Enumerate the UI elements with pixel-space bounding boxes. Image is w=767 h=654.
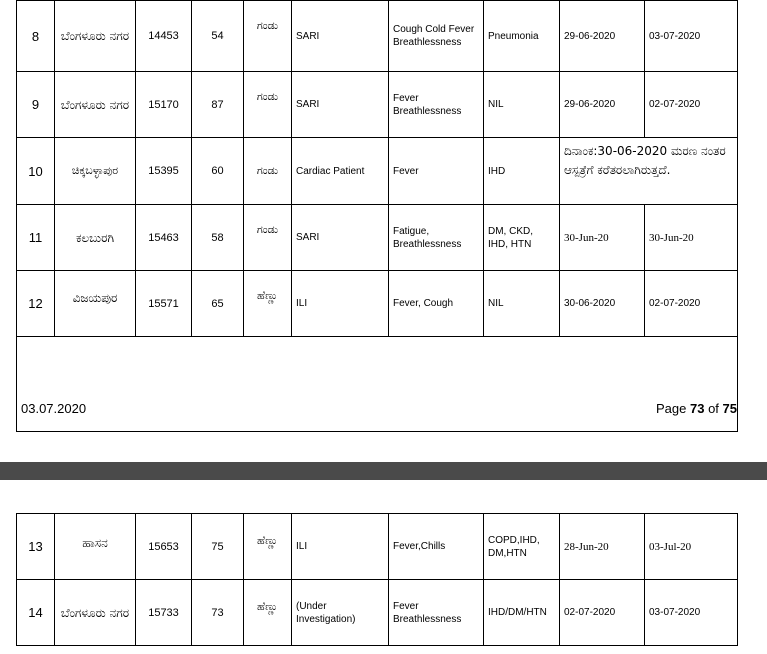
admission-date: 29-06-2020	[560, 72, 645, 138]
sex: ಗಂಡು	[244, 138, 292, 205]
comorbidities: IHD	[484, 138, 560, 205]
table-row	[17, 1, 738, 72]
page-separator	[0, 462, 767, 480]
admission-date: 30-06-2020	[560, 271, 645, 337]
serial-number: 10	[17, 138, 55, 205]
table-row	[17, 72, 738, 138]
comorbidities: COPD,IHD, DM,HTN	[484, 514, 560, 580]
symptoms: Fever Breathlessness	[389, 580, 484, 646]
district: ವಿಜಯಪುರ	[55, 271, 136, 337]
symptoms: Fever, Cough	[389, 271, 484, 337]
sex: ಗಂಡು	[244, 1, 292, 72]
patient-id: 14453	[136, 1, 192, 72]
age: 87	[192, 72, 244, 138]
serial-number: 13	[17, 514, 55, 580]
district: ಚಿಕ್ಕಬಳ್ಳಾಪುರ	[55, 138, 136, 205]
ili-sari: (Under Investigation)	[292, 580, 389, 646]
table-row	[17, 514, 738, 580]
symptoms: Fever,Chills	[389, 514, 484, 580]
comorbidities: NIL	[484, 271, 560, 337]
document-page-74	[0, 480, 767, 654]
symptoms: Fever Breathlessness	[389, 72, 484, 138]
admission-date: 02-07-2020	[560, 580, 645, 646]
cases-table	[16, 0, 738, 432]
death-date: 02-07-2020	[645, 271, 738, 337]
comorbidities: DM, CKD, IHD, HTN	[484, 205, 560, 271]
patient-id: 15571	[136, 271, 192, 337]
serial-number: 8	[17, 1, 55, 72]
serial-number: 12	[17, 271, 55, 337]
death-date: 03-07-2020	[645, 1, 738, 72]
table-row	[17, 580, 738, 646]
age: 58	[192, 205, 244, 271]
footer-date: 03.07.2020	[21, 401, 87, 416]
serial-number: 11	[17, 205, 55, 271]
page-of-label: of	[708, 401, 719, 416]
admission-date: 29-06-2020	[560, 1, 645, 72]
comorbidities: IHD/DM/HTN	[484, 580, 560, 646]
cases-table	[16, 513, 738, 646]
district: ಬೆಂಗಳೂರು ನಗರ	[55, 72, 136, 138]
footer-row	[17, 337, 738, 432]
page-total: 75	[722, 401, 737, 416]
district: ಕಲಬುರಗಿ	[55, 205, 136, 271]
sex: ಗಂಡು	[244, 205, 292, 271]
age: 75	[192, 514, 244, 580]
patient-id: 15395	[136, 138, 192, 205]
sex: ಹೆಣ್ಣು	[244, 271, 292, 337]
death-date: 30-Jun-20	[645, 205, 738, 271]
sex: ಹೆಣ್ಣು	[244, 514, 292, 580]
death-date: 03-Jul-20	[645, 514, 738, 580]
district: ಬೆಂಗಳೂರು ನಗರ	[55, 1, 136, 72]
patient-id: 15463	[136, 205, 192, 271]
admission-date: 30-Jun-20	[560, 205, 645, 271]
symptoms: Fatigue, Breathlessness	[389, 205, 484, 271]
ili-sari: SARI	[292, 1, 389, 72]
comorbidities: NIL	[484, 72, 560, 138]
patient-id: 15733	[136, 580, 192, 646]
ili-sari: ILI	[292, 271, 389, 337]
ili-sari: SARI	[292, 72, 389, 138]
age: 73	[192, 580, 244, 646]
table-row	[17, 205, 738, 271]
age: 60	[192, 138, 244, 205]
patient-id: 15170	[136, 72, 192, 138]
sex: ಹೆಣ್ಣು	[244, 580, 292, 646]
ili-sari: Cardiac Patient	[292, 138, 389, 205]
symptoms: Cough Cold Fever Breathlessness	[389, 1, 484, 72]
page-number	[656, 401, 737, 416]
sex: ಗಂಡು	[244, 72, 292, 138]
ili-sari: SARI	[292, 205, 389, 271]
district: ಹಾಸನ	[55, 514, 136, 580]
patient-id: 15653	[136, 514, 192, 580]
admission-date: 28-Jun-20	[560, 514, 645, 580]
age: 54	[192, 1, 244, 72]
serial-number: 14	[17, 580, 55, 646]
age: 65	[192, 271, 244, 337]
page-current: 73	[689, 401, 705, 416]
death-date: 03-07-2020	[645, 580, 738, 646]
page-label: Page	[655, 401, 687, 416]
table-row	[17, 271, 738, 337]
remarks-note: ದಿನಾಂಕ:30-06-2020 ಮರಣ ನಂತರ ಆಸ್ಪತ್ರೆಗೆ ಕರೆತರಲಾಗಿರುತ್ತದೆ.	[560, 138, 738, 205]
table-row	[17, 138, 738, 205]
symptoms: Fever	[389, 138, 484, 205]
ili-sari: ILI	[292, 514, 389, 580]
death-date: 02-07-2020	[645, 72, 738, 138]
district: ಬೆಂಗಳೂರು ನಗರ	[55, 580, 136, 646]
comorbidities: Pneumonia	[484, 1, 560, 72]
serial-number: 9	[17, 72, 55, 138]
